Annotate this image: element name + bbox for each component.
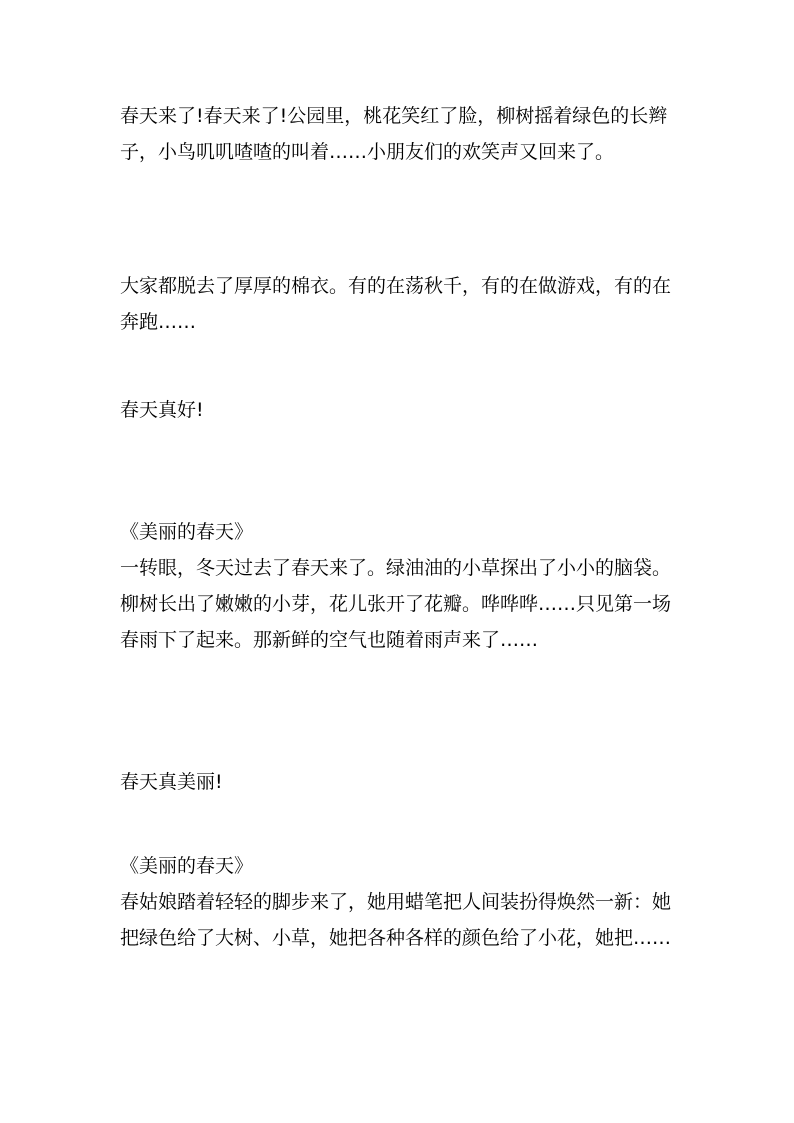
paragraph-spring-good: 春天真好! bbox=[120, 399, 204, 421]
paragraph-spring-rain: 一转眼，冬天过去了春天来了。绿油油的小草探出了小小的脑袋。柳树长出了嫩嫩的小芽，花儿张开了花瓣。哗哗哗……只见第一场春雨下了起来。那新鲜的空气也随着雨声来了…… bbox=[120, 557, 672, 651]
paragraph-children-playing: 大家都脱去了厚厚的棉衣。有的在荡秋千，有的在做游戏，有的在奔跑…… bbox=[120, 275, 672, 333]
paragraph-spring-girl: 春姑娘踏着轻轻的脚步来了，她用蜡笔把人间装扮得焕然一新：她把绿色给了大树、小草，她把各种各样的颜色给了小花，她把…… bbox=[120, 891, 672, 949]
essay-title-2: 《美丽的春天》 bbox=[120, 855, 254, 877]
paragraph-spring-beautiful: 春天真美丽! bbox=[120, 771, 223, 793]
paragraph-spring-park: 春天来了!春天来了!公园里，桃花笑红了脸，柳树摇着绿色的长辫子，小鸟叽叽喳喳的叫着……小朋友们的欢笑声又回来了。 bbox=[120, 105, 668, 163]
essay-title-1: 《美丽的春天》 bbox=[120, 521, 254, 543]
